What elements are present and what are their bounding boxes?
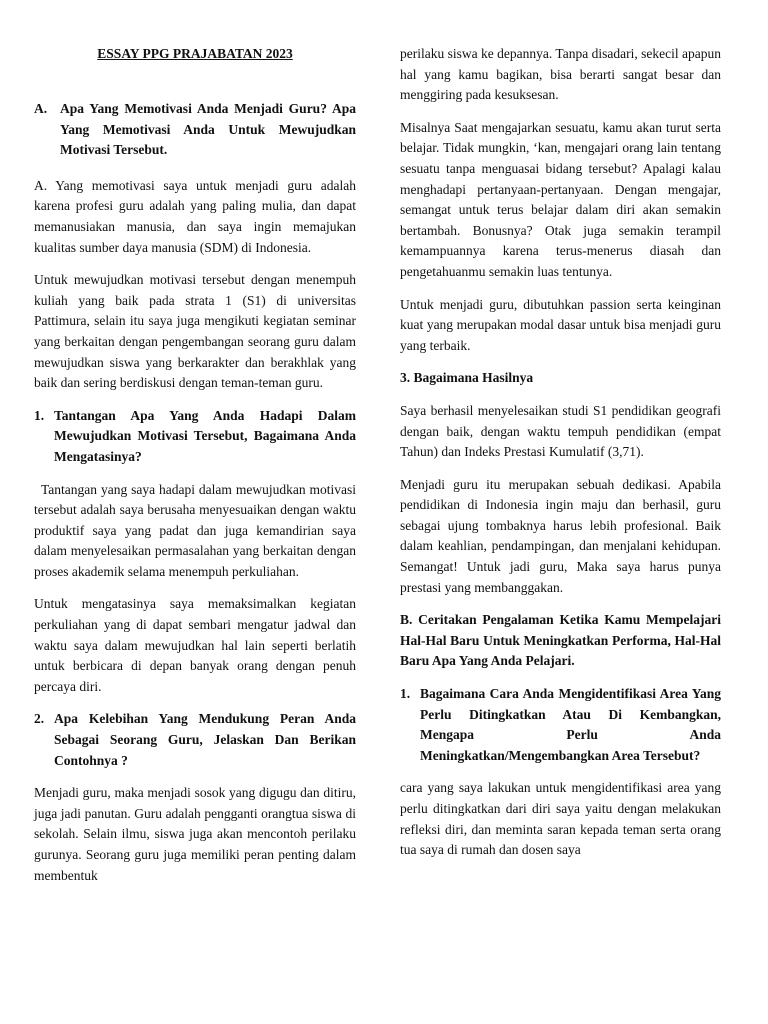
paragraph-realization: Untuk mewujudkan motivasi tersebut dengan menempuh kuliah yang baik pada strata 1 (S1) di universitas Pattimura, selain itu saya juga mengikuti kegiatan seminar yang berkaitan dengan pengembangan seorang guru dalam mewujudkan siswa yang berkarakter dan berakhlak yang baik dan sering berdiskusi dengan teman-teman guru. <box>34 272 356 391</box>
left-column <box>34 44 356 886</box>
section-a-text: Apa Yang Memotivasi Anda Menjadi Guru? Apa Yang Memotivasi Anda Untuk Mewujudkan Motivasi Tersebut. <box>60 101 356 158</box>
question-2-heading <box>34 709 356 771</box>
question-b1-text: Bagaimana Cara Anda Mengidentifikasi Area Yang Perlu Ditingkatkan Atau Di Kembangkan, Mengapa Perlu Anda Meningkatkan/Mengembangkan Area Tersebut? <box>420 686 721 763</box>
section-b-heading: B. Ceritakan Pengalaman Ketika Kamu Mempelajari Hal-Hal Baru Untuk Meningkatkan Performa, Hal-Hal Baru Apa Yang Anda Pelajari. <box>400 612 721 669</box>
question-1-text: Tantangan Apa Yang Anda Hadapi Dalam Mewujudkan Motivasi Tersebut, Bagaimana Anda Mengatasinya? <box>54 407 356 464</box>
question-3-heading: 3. Bagaimana Hasilnya <box>400 370 534 386</box>
paragraph-motivation: A. Yang memotivasi saya untuk menjadi guru adalah karena profesi guru adalah yang paling mulia, dan dapat memanusiakan manusia, dan saya ingin memajukan kualitas sumber daya manusia (SDM) di Indonesia. <box>34 177 356 255</box>
right-column <box>400 44 721 861</box>
paragraph-identify: cara yang saya lakukan untuk mengidentifikasi area yang perlu ditingkatkan dari diri saya yaitu dengan melakukan refleksi diri, dan meminta saran kepada teman serta orang tua saya di rumah dan dosen saya <box>400 780 721 858</box>
paragraph-strengths: Menjadi guru, maka menjadi sosok yang digugu dan ditiru, juga jadi panutan. Guru adalah pengganti orangtua siswa di sekolah. Selain ilmu, siswa juga akan mencontoh perilaku gurunya. Seorang guru juga memiliki peran penting dalam membentuk <box>34 785 356 883</box>
paragraph-passion: Untuk menjadi guru, dibutuhkan passion serta keinginan kuat yang merupakan modal dasar untuk bisa menjadi guru yang terbaik. <box>400 296 721 353</box>
paragraph-challenge: Tantangan yang saya hadapi dalam mewujudkan motivasi tersebut adalah saya berusaha menyesuaikan dengan waktu produktif saya yang padat dan juga kemandirian saya dalam menyelesaikan permasalahan yang berkaitan dengan proses akademik selama menempuh perkuliahan. <box>34 481 356 579</box>
section-a-number: A. <box>34 101 48 116</box>
paragraph-behavior: perilaku siswa ke depannya. Tanpa disadari, sekecil apapun hal yang kamu bagikan, bisa berarti sangat besar dan menggiring pada kesuksesan. <box>400 46 721 103</box>
section-a-heading <box>34 99 356 161</box>
question-b1-number: 1. <box>400 686 411 702</box>
question-1-number: 1. <box>34 407 45 423</box>
question-2-number: 2. <box>34 711 45 727</box>
question-b1-heading <box>400 684 721 766</box>
paragraph-overcome: Untuk mengatasinya saya memaksimalkan kegiatan perkuliahan yang di dapat sembari mengatur jadwal dan waktu saya dalam mewujudkan hal lain seperti berlatih untuk berbicara di depan banyak orang dengan penuh percaya diri. <box>34 596 356 694</box>
paragraph-dedication: Menjadi guru itu merupakan sebuah dedikasi. Apabila pendidikan di Indonesia ingin maju dan berhasil, guru sebagai ujung tombaknya harus lebih profesional. Baik dalam keahlian, pendampingan, dan menjalani kehidupan. Semangat! Untuk jadi guru, Maka saya harus punya prestasi yang membanggakan. <box>400 476 721 595</box>
question-2-text: Apa Kelebihan Yang Mendukung Peran Anda Sebagai Seorang Guru, Jelaskan Dan Berikan Contohnya ? <box>54 711 356 768</box>
paragraph-example: Misalnya Saat mengajarkan sesuatu, kamu akan turut serta belajar. Tidak mungkin, ‘kan, mengajari orang lain tentang sesuatu tanpa menguasai bidang tersebut? Apalagi kalau menghadapi pertanyaan-pertanyaan. Dengan mengajar, semangat untuk terus belajar dalam diri akan semakin bertambah. Bonusnya? Otak juga semakin terampil kemampuannya karena terus-menerus diasah dan pengetahuanmu semakin luas tentunya. <box>400 119 721 279</box>
document-title: ESSAY PPG PRAJABATAN 2023 <box>97 46 293 61</box>
question-1-heading <box>34 406 356 468</box>
paragraph-results: Saya berhasil menyelesaikan studi S1 pendidikan geografi dengan baik, dengan waktu tempuh pendidikan (empat Tahun) dan Indeks Prestasi Kumulatif (3,71). <box>400 402 721 460</box>
